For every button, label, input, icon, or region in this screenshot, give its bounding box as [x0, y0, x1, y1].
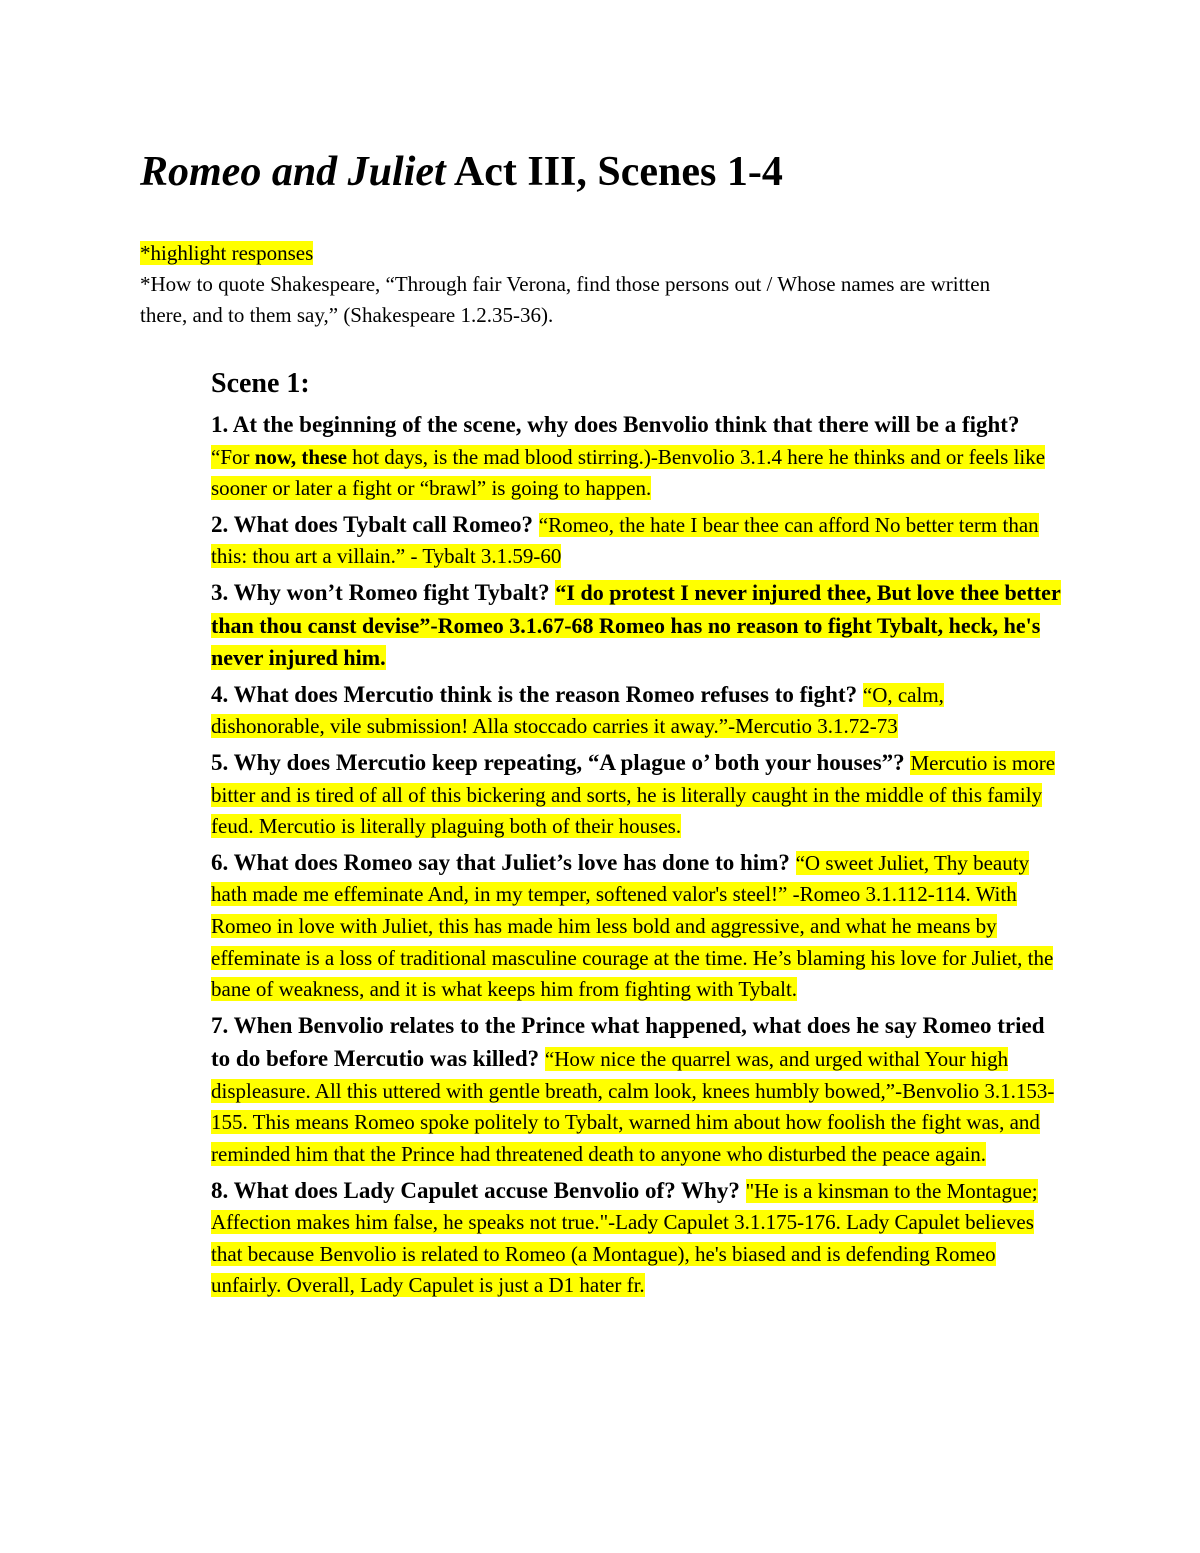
- answer-text: “O sweet Juliet, Thy beauty hath made me effeminate And, in my temper, softened valor's steel!” -Romeo 3.1.112-114. With Romeo in love with Juliet, this has made him less bold and aggressive, and what he means by effeminate is a loss of traditional masculine courage at the time. He’s blaming his love for Juliet, the bane of weakness, and it is what keeps him from fighting with Tybalt.: [211, 850, 1054, 1002]
- answer-text-part: hot days, is the mad blood stirring.)-Benvolio 3.1.4 here he thinks and or feels like sooner or later a fight or “brawl” is going to happen.: [211, 444, 1046, 501]
- answer-text: “O, calm, dishonorable, vile submission! Alla stoccado carries it away.”-Mercutio 3.1.72-73: [211, 682, 944, 739]
- title-act-scenes: Act III, Scenes 1-4: [445, 149, 783, 195]
- intro-notes: [140, 238, 1040, 331]
- question-item-6: [211, 846, 1061, 1006]
- answer-text: “I do protest I never injured thee, But love thee better than thou canst devise”-Romeo 3.1.67-68 Romeo has no reason to fight Tybalt, heck, he's never injured him.: [211, 579, 1061, 671]
- answer-text: “Romeo, the hate I bear thee can afford No better term than this: thou art a villain.” - Tybalt 3.1.59-60: [211, 512, 1039, 569]
- question-text: 2. What does Tybalt call Romeo?: [211, 511, 539, 537]
- answer-text: [211, 445, 1045, 501]
- question-item-8: [211, 1174, 1061, 1302]
- question-text: 3. Why won’t Romeo fight Tybalt?: [211, 579, 556, 605]
- answer-text: "He is a kinsman to the Montague; Affection makes him false, he speaks not true."-Lady Capulet 3.1.175-176. Lady Capulet believes that because Benvolio is related to Romeo (a Montague), he's biased and is defending Romeo unfairly. Overall, Lady Capulet is just a D1 hater fr.: [211, 1178, 1038, 1298]
- note-highlight: [140, 238, 1040, 269]
- question-item-7: [211, 1009, 1061, 1171]
- answer-text-part: “For: [211, 444, 255, 469]
- question-item-5: [211, 746, 1061, 843]
- page-title: [140, 146, 783, 198]
- question-text: 7. When Benvolio relates to the Prince what happened, what does he say Romeo tried to do before Mercutio was killed?: [211, 1012, 1045, 1072]
- answer-text: “How nice the quarrel was, and urged withal Your high displeasure. All this uttered with gentle breath, calm look, knees humbly bowed,”-Benvolio 3.1.153-155. This means Romeo spoke politely to Tybalt, warned him about how foolish the fight was, and reminded him that the Prince had threatened death to anyone who disturbed the peace again.: [211, 1047, 1055, 1167]
- answer-text-bold: now, these: [254, 444, 347, 469]
- question-text: 5. Why does Mercutio keep repeating, “A plague o’ both your houses”?: [211, 749, 911, 775]
- question-item-1: [211, 408, 1061, 505]
- question-text: 1. At the beginning of the scene, why does Benvolio think that there will be a fight?: [211, 412, 1020, 437]
- question-text: 8. What does Lady Capulet accuse Benvolio of? Why?: [211, 1177, 746, 1203]
- title-play-name: Romeo and Juliet: [140, 149, 446, 195]
- question-text: 6. What does Romeo say that Juliet’s love has done to him?: [211, 849, 796, 875]
- question-item-2: [211, 508, 1061, 573]
- answer-text: Mercutio is more bitter and is tired of all of this bickering and sorts, he is literally caught in the middle of this family feud. Mercutio is literally plaguing both of their houses.: [211, 750, 1056, 839]
- question-item-3: [211, 576, 1061, 675]
- scene-section: [211, 364, 1061, 1305]
- question-item-4: [211, 678, 1061, 743]
- note-quote-shakespeare: *How to quote Shakespeare, “Through fair Verona, find those persons out / Whose names are written there, and to them say,” (Shakespeare 1.2.35-36).: [140, 272, 991, 327]
- scene-heading: Scene 1:: [211, 368, 310, 399]
- question-text: 4. What does Mercutio think is the reason Romeo refuses to fight?: [211, 681, 863, 707]
- note-highlight-text: *highlight responses: [140, 241, 314, 265]
